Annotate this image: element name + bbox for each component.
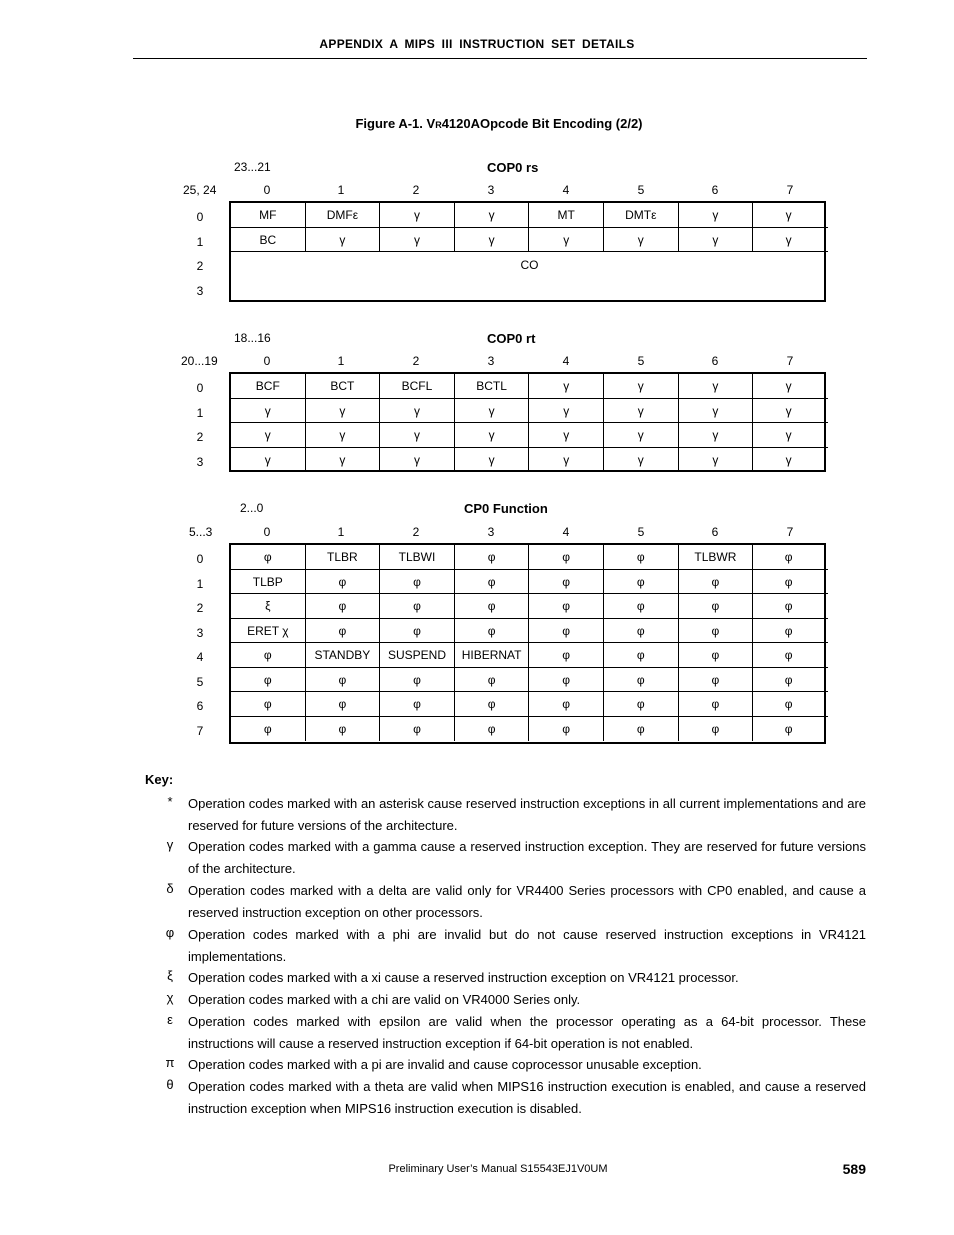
opcode-cell: φ bbox=[529, 692, 604, 716]
column-header: 4 bbox=[562, 525, 570, 539]
opcode-cell: φ bbox=[604, 643, 679, 667]
opcode-cell: φ bbox=[455, 570, 530, 594]
opcode-cell: γ bbox=[231, 448, 306, 472]
opcode-cell: φ bbox=[231, 717, 306, 741]
opcode-cell: γ bbox=[679, 203, 754, 227]
column-header: 4 bbox=[562, 183, 570, 197]
opcode-cell: γ bbox=[679, 228, 754, 252]
row-header: 3 bbox=[196, 283, 204, 298]
opcode-cell: BCTL bbox=[455, 374, 530, 398]
table-title: COP0 rt bbox=[487, 331, 536, 346]
opcode-cell: φ bbox=[679, 619, 754, 643]
opcode-cell: BCT bbox=[306, 374, 381, 398]
opcode-cell: φ bbox=[306, 692, 381, 716]
opcode-cell: BC bbox=[231, 228, 306, 252]
row-header: 2 bbox=[196, 259, 204, 273]
opcode-cell: BCF bbox=[231, 374, 306, 398]
opcode-cell: γ bbox=[785, 232, 792, 247]
opcode-cell: φ bbox=[784, 697, 793, 711]
opcode-row bbox=[231, 569, 828, 595]
opcode-cell: φ bbox=[306, 570, 381, 594]
opcode-cell: φ bbox=[604, 619, 679, 643]
merged-row-divider bbox=[231, 251, 828, 252]
opcode-cell: φ bbox=[604, 570, 679, 594]
opcode-cell: φ bbox=[455, 668, 530, 692]
opcode-row bbox=[231, 227, 828, 253]
row-header: 1 bbox=[196, 405, 204, 420]
opcode-cell: γ bbox=[455, 399, 530, 423]
column-header: 7 bbox=[786, 354, 794, 368]
opcode-cell: γ bbox=[604, 448, 679, 472]
table-title: CP0 Function bbox=[464, 501, 548, 516]
opcode-cell: φ bbox=[455, 545, 530, 569]
opcode-cell: γ bbox=[529, 228, 604, 252]
figure-title bbox=[0, 116, 954, 131]
key-description: Operation codes marked with a gamma cause a reserved instruction exception. They are reserved for future versions of the architecture. bbox=[188, 839, 866, 876]
opcode-cell: STANDBY bbox=[306, 643, 381, 667]
opcode-cell: φ bbox=[380, 619, 455, 643]
opcode-cell: γ bbox=[380, 228, 455, 252]
column-header: 3 bbox=[487, 183, 495, 197]
opcode-cell: φ bbox=[604, 668, 679, 692]
opcode-cell: φ bbox=[604, 594, 679, 618]
opcode-cell: γ bbox=[679, 423, 754, 447]
opcode-cell: γ bbox=[380, 448, 455, 472]
opcode-cell: γ bbox=[380, 399, 455, 423]
row-header: 1 bbox=[196, 234, 204, 249]
opcode-row bbox=[231, 593, 828, 619]
table-title: COP0 rs bbox=[487, 160, 539, 175]
opcode-cell: φ bbox=[455, 717, 530, 741]
opcode-cell: φ bbox=[380, 668, 455, 692]
key-description: Operation codes marked with a phi are invalid but do not cause reserved instruction exceptions in VR4121 implementations. bbox=[188, 927, 866, 964]
opcode-cell: γ bbox=[455, 228, 530, 252]
opcode-row bbox=[231, 716, 828, 742]
opcode-grid bbox=[229, 372, 826, 472]
opcode-cell: γ bbox=[455, 423, 530, 447]
row-header: 5 bbox=[196, 674, 204, 689]
opcode-cell: γ bbox=[604, 399, 679, 423]
row-header: 3 bbox=[196, 454, 204, 469]
column-header: 6 bbox=[711, 183, 719, 197]
opcode-cell: TLBR bbox=[306, 545, 381, 569]
key-symbol: ξ bbox=[167, 968, 173, 983]
footer-text: Preliminary User’s Manual S15543EJ1V0UM bbox=[388, 1163, 608, 1175]
opcode-cell: φ bbox=[784, 648, 793, 662]
opcode-cell: φ bbox=[604, 717, 679, 741]
opcode-cell: φ bbox=[679, 570, 754, 594]
key-symbol: γ bbox=[166, 837, 174, 852]
opcode-cell: φ bbox=[529, 594, 604, 618]
opcode-cell: φ bbox=[380, 692, 455, 716]
row-header: 6 bbox=[196, 699, 204, 713]
row-header: 2 bbox=[196, 601, 204, 615]
opcode-row bbox=[231, 398, 828, 424]
column-header: 2 bbox=[412, 183, 420, 197]
column-header: 7 bbox=[786, 183, 794, 197]
opcode-cell: φ bbox=[529, 717, 604, 741]
opcode-cell: φ bbox=[784, 721, 793, 736]
opcode-row bbox=[231, 618, 828, 644]
opcode-cell: φ bbox=[380, 570, 455, 594]
opcode-cell: γ bbox=[679, 448, 754, 472]
column-field-label: 23...21 bbox=[234, 160, 271, 174]
opcode-cell: φ bbox=[604, 692, 679, 716]
opcode-cell: γ bbox=[785, 379, 792, 393]
opcode-cell: φ bbox=[784, 550, 793, 564]
opcode-cell: φ bbox=[380, 594, 455, 618]
column-header: 5 bbox=[637, 183, 645, 197]
opcode-cell: γ bbox=[785, 403, 792, 418]
opcode-cell: φ bbox=[679, 594, 754, 618]
column-header: 5 bbox=[637, 354, 645, 368]
opcode-cell: BCFL bbox=[380, 374, 455, 398]
opcode-cell: γ bbox=[306, 448, 381, 472]
column-header: 0 bbox=[263, 525, 271, 539]
opcode-cell: φ bbox=[784, 599, 793, 613]
opcode-cell: φ bbox=[679, 717, 754, 741]
opcode-cell: φ bbox=[529, 570, 604, 594]
opcode-cell: φ bbox=[306, 594, 381, 618]
key-symbol: π bbox=[165, 1055, 175, 1070]
key-description: Operation codes marked with a theta are valid when MIPS16 instruction execution is enabled, and cause a reserved instruction exception when MIPS16 instruction execution is disabled. bbox=[188, 1079, 866, 1116]
opcode-cell: SUSPEND bbox=[380, 643, 455, 667]
opcode-cell: φ bbox=[529, 643, 604, 667]
opcode-cell: γ bbox=[231, 399, 306, 423]
opcode-cell: γ bbox=[529, 423, 604, 447]
opcode-cell: TLBWR bbox=[679, 545, 754, 569]
opcode-cell: ξ bbox=[231, 594, 306, 618]
opcode-cell: φ bbox=[455, 594, 530, 618]
key-description: Operation codes marked with a delta are valid only for VR4400 Series processors with CP0 enabled, and cause a reserved instruction exception on other processors. bbox=[188, 883, 866, 920]
opcode-cell: γ bbox=[455, 203, 530, 227]
row-header: 1 bbox=[196, 576, 204, 591]
opcode-cell: φ bbox=[306, 619, 381, 643]
header-rule bbox=[133, 58, 867, 59]
opcode-cell: φ bbox=[679, 643, 754, 667]
column-header: 1 bbox=[337, 183, 345, 197]
opcode-cell: γ bbox=[679, 374, 754, 398]
opcode-cell: DMTε bbox=[604, 203, 679, 227]
row-header: 2 bbox=[196, 430, 204, 444]
column-header: 1 bbox=[337, 354, 345, 368]
opcode-cell: γ bbox=[306, 399, 381, 423]
column-header: 1 bbox=[337, 525, 345, 539]
opcode-cell: φ bbox=[231, 668, 306, 692]
opcode-cell: φ bbox=[455, 692, 530, 716]
row-header: 4 bbox=[196, 650, 204, 664]
opcode-cell: φ bbox=[231, 643, 306, 667]
column-header: 5 bbox=[637, 525, 645, 539]
key-description: Operation codes marked with an asterisk cause reserved instruction exceptions in all current implementations and are reserved for future versions of the architecture. bbox=[188, 796, 866, 833]
opcode-cell: γ bbox=[529, 448, 604, 472]
opcode-row bbox=[231, 667, 828, 693]
opcode-cell: φ bbox=[529, 619, 604, 643]
opcode-cell: γ bbox=[455, 448, 530, 472]
opcode-cell: φ bbox=[784, 672, 793, 687]
opcode-cell: φ bbox=[679, 668, 754, 692]
opcode-cell: γ bbox=[529, 399, 604, 423]
opcode-cell: φ bbox=[604, 545, 679, 569]
opcode-cell: γ bbox=[306, 228, 381, 252]
column-header: 3 bbox=[487, 354, 495, 368]
opcode-cell: MT bbox=[529, 203, 604, 227]
merged-opcode-label: CO bbox=[520, 258, 539, 272]
opcode-cell: ERET χ bbox=[231, 619, 306, 643]
opcode-cell: φ bbox=[784, 574, 793, 589]
opcode-cell: γ bbox=[380, 203, 455, 227]
page-number: 589 bbox=[842, 1161, 866, 1177]
opcode-cell: φ bbox=[529, 545, 604, 569]
opcode-row bbox=[231, 374, 828, 399]
key-description: Operation codes marked with a chi are valid on VR4000 Series only. bbox=[188, 992, 581, 1007]
opcode-grid bbox=[229, 201, 826, 302]
opcode-cell: γ bbox=[231, 423, 306, 447]
column-header: 6 bbox=[711, 354, 719, 368]
opcode-row bbox=[231, 203, 828, 228]
column-header: 6 bbox=[711, 525, 719, 539]
opcode-cell: γ bbox=[785, 452, 792, 467]
column-header: 0 bbox=[263, 183, 271, 197]
opcode-row bbox=[231, 422, 828, 448]
row-field-label: 25, 24 bbox=[183, 183, 217, 197]
opcode-row bbox=[231, 691, 828, 717]
opcode-cell: φ bbox=[231, 545, 306, 569]
row-field-label: 5...3 bbox=[189, 525, 213, 539]
opcode-cell: MF bbox=[231, 203, 306, 227]
figure-title-suffix: 4120AOpcode Bit Encoding (2/2) bbox=[441, 116, 643, 131]
row-header: 0 bbox=[196, 210, 204, 224]
figure-title-prefix: Figure A-1. V bbox=[355, 116, 436, 131]
column-header: 7 bbox=[786, 525, 794, 539]
opcode-cell: φ bbox=[679, 692, 754, 716]
opcode-cell: φ bbox=[455, 619, 530, 643]
opcode-cell: φ bbox=[784, 623, 793, 638]
running-header: APPENDIX A MIPS III INSTRUCTION SET DETAILS bbox=[319, 37, 635, 51]
key-symbol: φ bbox=[165, 925, 175, 940]
opcode-cell: φ bbox=[529, 668, 604, 692]
opcode-cell: γ bbox=[604, 228, 679, 252]
key-title: Key: bbox=[145, 772, 174, 787]
opcode-row bbox=[231, 545, 828, 570]
row-header: 7 bbox=[196, 723, 204, 738]
row-header: 0 bbox=[196, 381, 204, 395]
opcode-cell: HIBERNAT bbox=[455, 643, 530, 667]
key-description: Operation codes marked with epsilon are valid when the processor operating as a 64-bit processor. These instructions will cause a reserved instruction exception if 64-bit operation is not enabled. bbox=[188, 1014, 866, 1051]
opcode-cell: TLBWI bbox=[380, 545, 455, 569]
key-symbol: * bbox=[167, 794, 173, 809]
key-symbol: ε bbox=[167, 1012, 173, 1027]
key-symbol: θ bbox=[166, 1077, 174, 1092]
key-symbol: δ bbox=[166, 881, 174, 896]
opcode-cell: γ bbox=[679, 399, 754, 423]
opcode-cell: γ bbox=[306, 423, 381, 447]
column-header: 2 bbox=[412, 354, 420, 368]
opcode-cell: φ bbox=[231, 692, 306, 716]
opcode-cell: φ bbox=[306, 717, 381, 741]
column-field-label: 18...16 bbox=[234, 331, 271, 345]
opcode-cell: TLBP bbox=[231, 570, 306, 594]
key-description: Operation codes marked with a xi cause a reserved instruction exception on VR4121 processor. bbox=[188, 970, 739, 985]
column-field-label: 2...0 bbox=[240, 501, 264, 515]
figure-title-subscript: R bbox=[435, 120, 442, 130]
column-header: 2 bbox=[412, 525, 420, 539]
opcode-cell: DMFε bbox=[306, 203, 381, 227]
opcode-cell: γ bbox=[785, 208, 792, 222]
opcode-cell: φ bbox=[306, 668, 381, 692]
opcode-cell: γ bbox=[380, 423, 455, 447]
row-field-label: 20...19 bbox=[181, 354, 218, 368]
opcode-cell: γ bbox=[604, 374, 679, 398]
opcode-row bbox=[231, 447, 828, 473]
opcode-cell: γ bbox=[785, 428, 792, 442]
row-header: 0 bbox=[196, 552, 204, 566]
opcode-cell: γ bbox=[529, 374, 604, 398]
column-header: 4 bbox=[562, 354, 570, 368]
opcode-cell: φ bbox=[380, 717, 455, 741]
opcode-cell: γ bbox=[604, 423, 679, 447]
key-symbol: χ bbox=[166, 990, 174, 1005]
row-header: 3 bbox=[196, 625, 204, 640]
key-description: Operation codes marked with a pi are invalid and cause coprocessor unusable exception. bbox=[188, 1057, 702, 1072]
column-header: 0 bbox=[263, 354, 271, 368]
column-header: 3 bbox=[487, 525, 495, 539]
opcode-grid bbox=[229, 543, 826, 744]
opcode-row bbox=[231, 642, 828, 668]
